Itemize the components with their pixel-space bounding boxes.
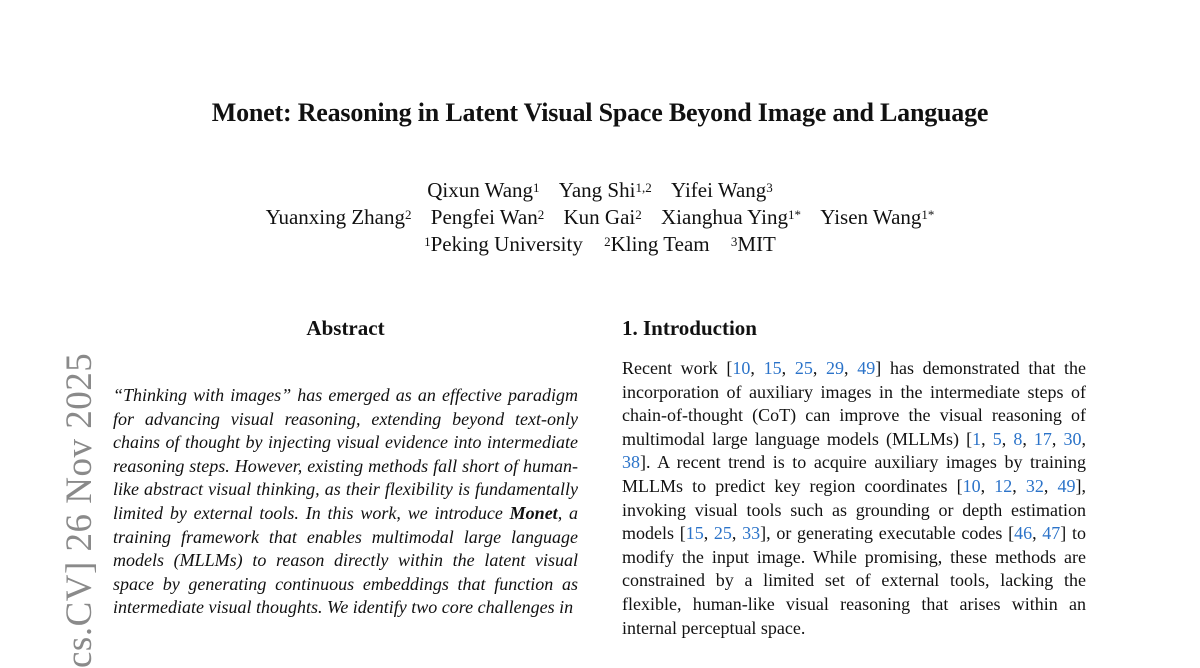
citation-link[interactable]: 46 [1014,523,1033,544]
introduction-text: Recent work [10, 15, 25, 29, 49] has demonstrated that the incorporation of auxiliary images in the intermediate steps of chain-of-thought (CoT) can improve the visual reasoning of multimodal large language models (MLLMs) [1, 5, 8, 17, 30, 38]. A recent trend is to acquire auxiliary images by training MLLMs to predict key region coordinates [10, 12, 32, 49], invoking visual tools such as grounding or depth estimation models [15, 25, 33], or generating executable codes [46, 47] to modify the input image. While promising, these methods are constrained by a limited set of external tools, lacking the flexible, human-like visual reasoning that arises within an internal perceptual space. [622,358,1087,638]
arxiv-stamp: cs.CV] 26 Nov 2025 [59,352,100,668]
citation-link[interactable]: 47 [1042,523,1061,544]
author: Kun Gai$^2$ [563,205,642,229]
author: Qixun Wang$^1$ [427,178,540,202]
author-line-1 [0,177,1200,204]
citation-link[interactable]: 17 [1033,428,1052,449]
citation-link[interactable]: 25 [713,523,732,544]
author: Yifei Wang$^3$ [670,178,773,202]
abstract-column [113,314,578,638]
citation-link[interactable]: 12 [994,475,1013,496]
method-name: Monet [509,502,558,523]
author: Yang Shi$^{1,2}$ [558,178,652,202]
author: Pengfei Wan$^2$ [430,205,545,229]
citation-link[interactable]: 8 [1013,428,1023,449]
affiliation-line [0,231,1200,258]
citation-link[interactable]: 32 [1025,475,1044,496]
citation-link[interactable]: 33 [742,523,761,544]
citation-link[interactable]: 15 [685,523,704,544]
introduction-heading: 1. Introduction [622,316,757,340]
author: Xianghua Ying$^{1*}$ [661,205,801,229]
citation-link[interactable]: 10 [962,475,981,496]
affiliation: $^1$Peking University [424,232,583,256]
abstract-text: “Thinking with images” has emerged as an effective paradigm for advancing visual reasoning, extending beyond text-only chains of thought by injecting visual evidence into intermediate reasoning steps. However, existing methods fall short of human-like abstract visual thinking, as their flexibility is fundamentally limited by external tools. In this work, we introduce Monet, a training framework that enables multimodal large language models (MLLMs) to reason directly within the latent visual space by generating continuous embeddings that function as intermediate visual thoughts. We identify two core challenges in [113,385,579,618]
citation-link[interactable]: 5 [992,428,1002,449]
paper-title: Monet: Reasoning in Latent Visual Space Beyond Image and Language [211,98,989,127]
citation-link[interactable]: 10 [732,358,751,378]
citation-link[interactable]: 38 [622,452,640,473]
citation-link[interactable]: 25 [794,358,813,378]
author-line-2 [0,204,1200,231]
author-block [0,177,1200,258]
author: Yuanxing Zhang$^2$ [265,205,412,229]
citation-link[interactable]: 49 [857,358,876,378]
affiliation: $^3$MIT [730,232,776,256]
abstract-heading: Abstract [306,316,385,340]
author: Yisen Wang$^{1*}$ [820,205,935,229]
citation-link[interactable]: 1 [972,428,982,449]
citation-link[interactable]: 29 [826,358,845,378]
citation-link[interactable]: 15 [763,358,782,378]
affiliation: $^2$Kling Team [604,232,710,256]
introduction-column [622,314,1086,658]
citation-link[interactable]: 49 [1057,475,1076,496]
citation-link[interactable]: 30 [1063,428,1082,449]
